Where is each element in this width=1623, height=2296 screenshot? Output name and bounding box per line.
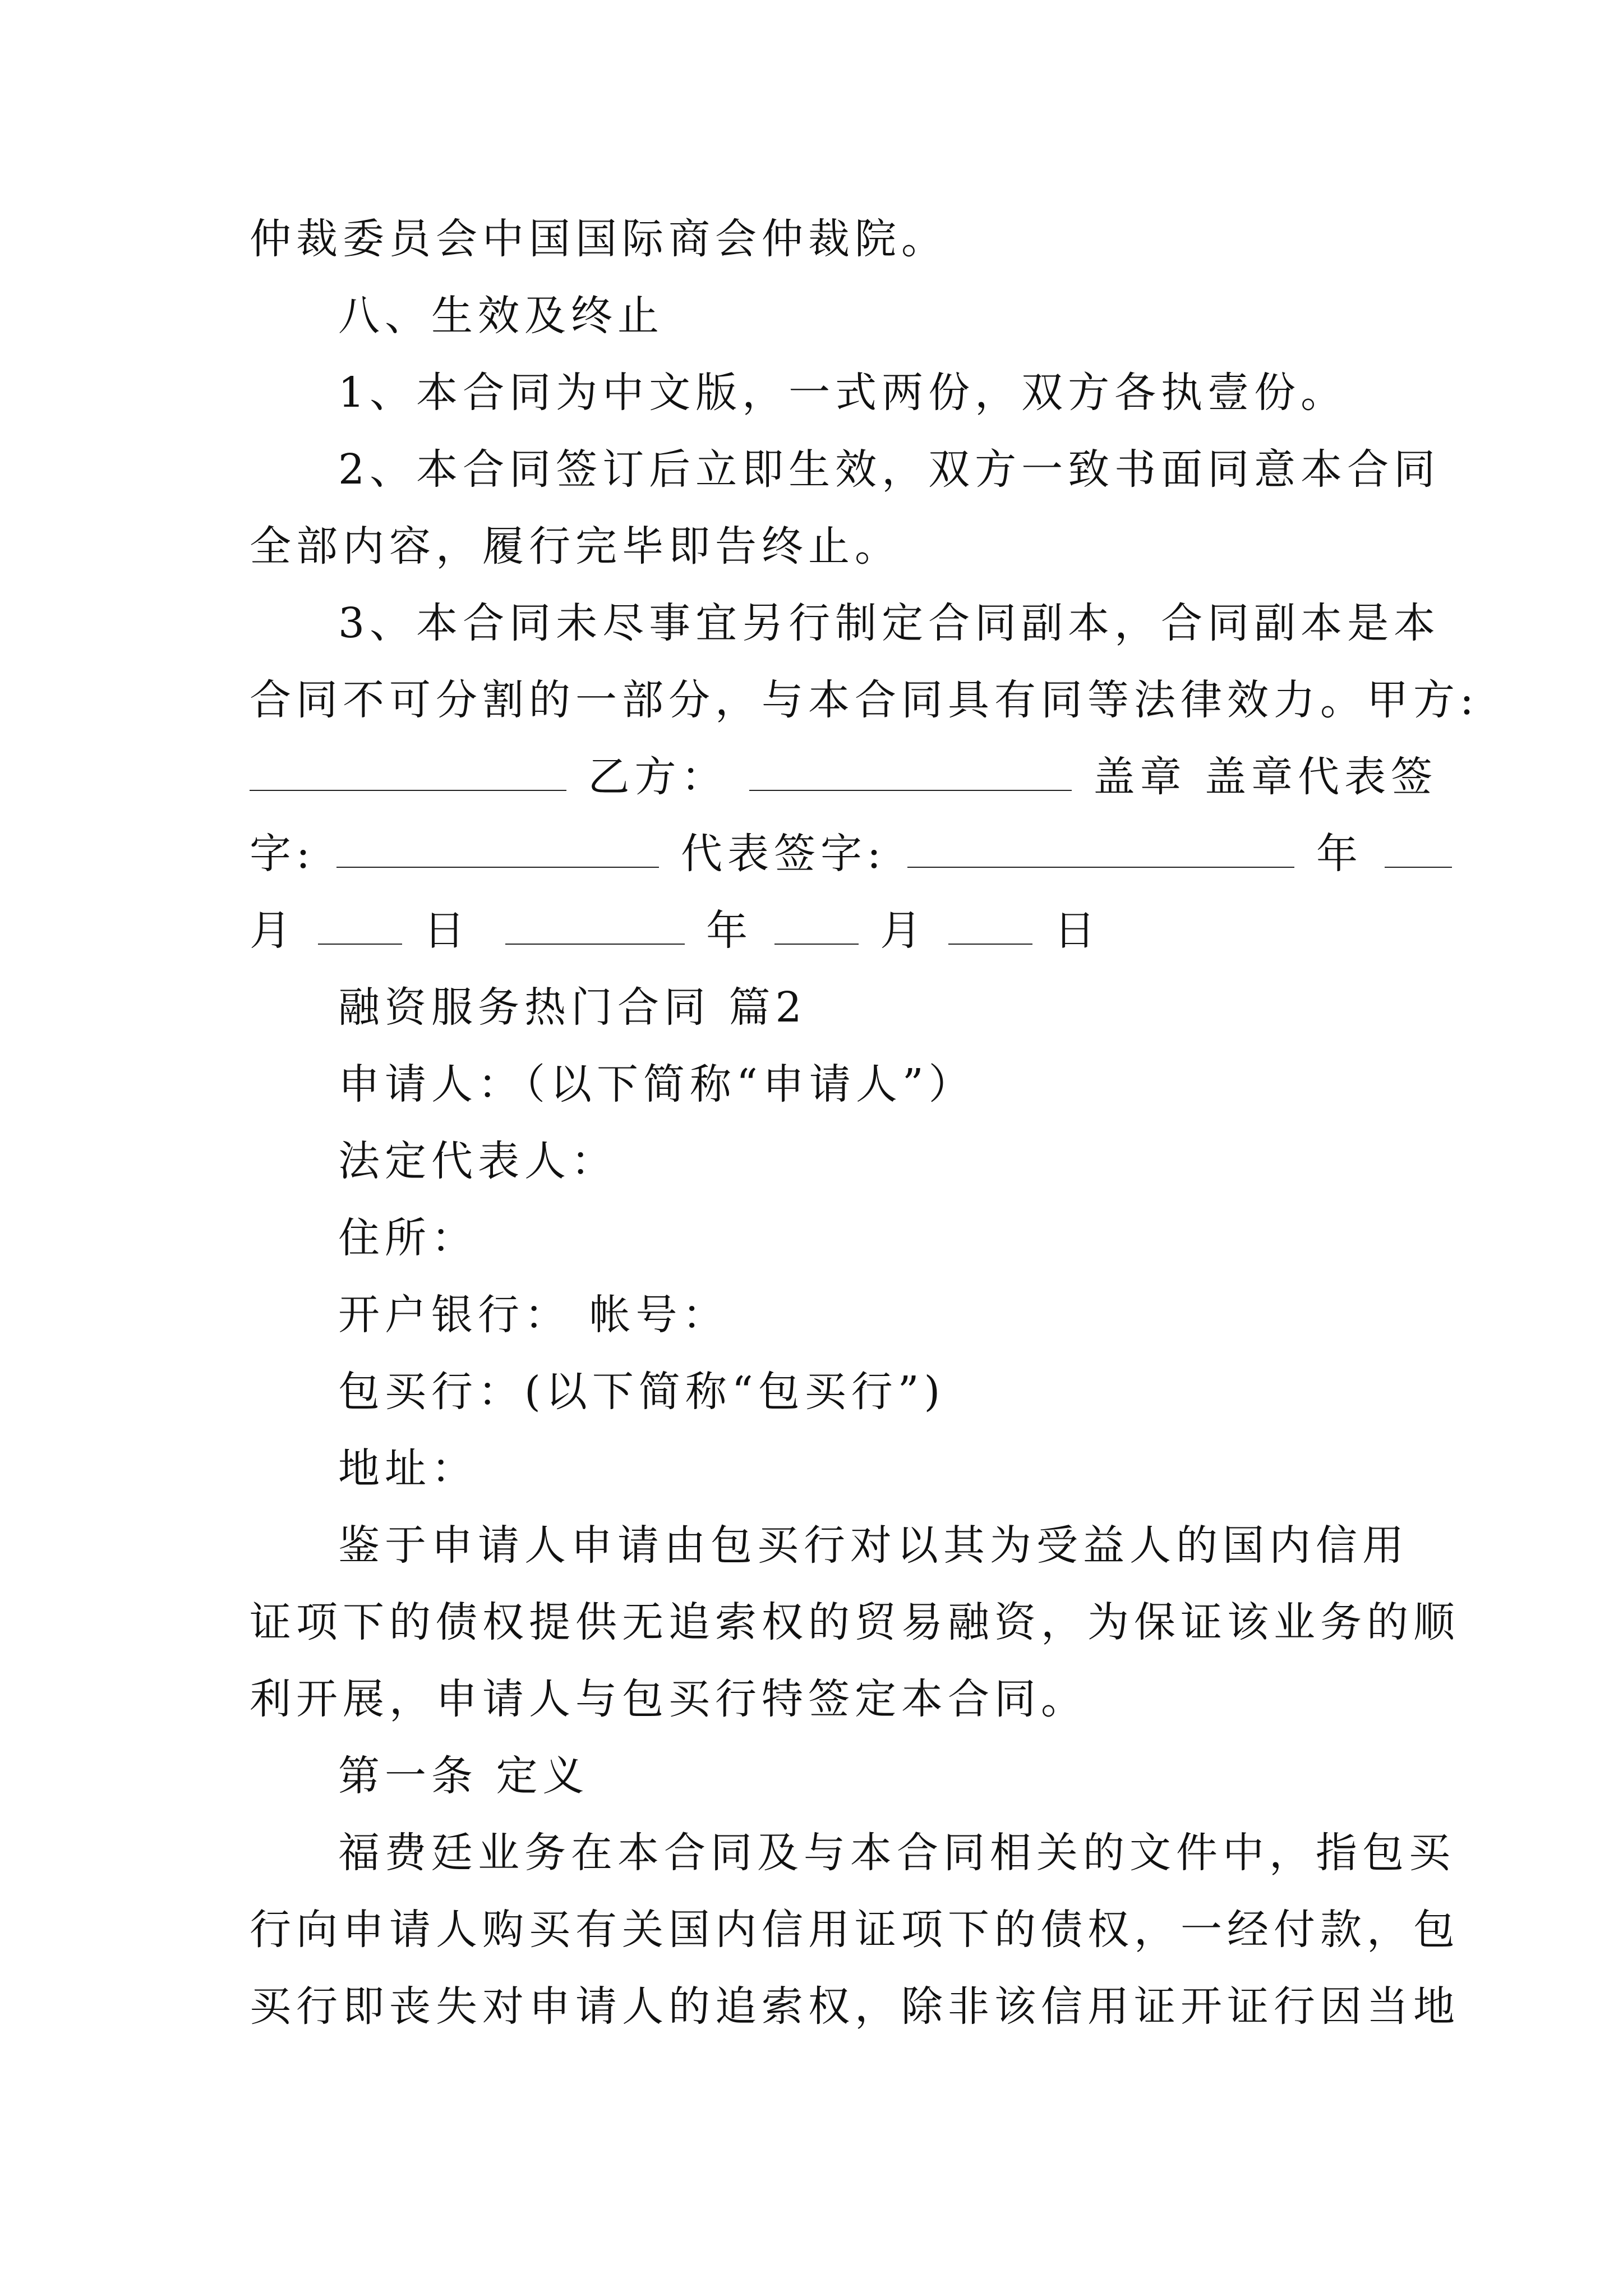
blank-field xyxy=(774,909,859,945)
signature-line xyxy=(250,739,1438,816)
field-label: 住所： xyxy=(338,1214,478,1262)
paragraph-line: 全部内容，履行完毕即告终止。 xyxy=(250,522,901,570)
signature-line xyxy=(250,892,1388,969)
paragraph-line: 鉴于申请人申请由包买行对以其为受益人的国内信用 xyxy=(338,1521,1409,1570)
blank-field xyxy=(1385,832,1452,868)
blank-field xyxy=(505,909,685,945)
signature-label: 字: xyxy=(250,830,315,878)
section-heading: 第一条 定义 xyxy=(338,1752,589,1800)
paragraph-line: 仲裁委员会中国国际商会仲裁院。 xyxy=(250,215,948,263)
signature-line xyxy=(250,816,1388,892)
blank-field xyxy=(948,909,1032,945)
paragraph-line: 买行即丧失对申请人的追索权，除非该信用证开证行因当地 xyxy=(250,1982,1460,2031)
date-label: 月 xyxy=(250,907,296,955)
paragraph-line: 行向申请人购买有关国内信用证项下的债权，一经付款，包 xyxy=(250,1906,1460,1954)
paragraph-line: 利开展，申请人与包买行特签定本合同。 xyxy=(250,1675,1087,1723)
date-label: 年 xyxy=(1316,830,1363,878)
date-label: 月 xyxy=(880,907,927,955)
paragraph-line: 1、本合同为中文版，一式两份，双方各执壹份。 xyxy=(338,369,1348,417)
date-label: 年 xyxy=(706,907,753,955)
paragraph-line: 福费廷业务在本合同及与本合同相关的文件中，指包买 xyxy=(338,1829,1455,1877)
date-label: 日 xyxy=(423,907,471,955)
paragraph-line: 2、本合同签订后立即生效，双方一致书面同意本合同 xyxy=(338,445,1441,494)
field-label: 法定代表人： xyxy=(338,1137,617,1185)
section-heading: 融资服务热门合同 篇2 xyxy=(338,983,807,1032)
blank-field xyxy=(318,909,402,945)
field-label: 开户银行： 帐号： xyxy=(338,1291,729,1339)
section-heading: 八、生效及终止 xyxy=(338,292,664,340)
field-label: 包买行：(以下简称“包买行”) xyxy=(338,1368,946,1416)
paragraph-line: 3、本合同未尽事宜另行制定合同副本，合同副本是本 xyxy=(338,599,1441,647)
signature-label: 盖章 盖章代表签 xyxy=(1093,753,1438,801)
blank-field xyxy=(749,755,1072,791)
signature-label: 乙方： xyxy=(588,753,728,801)
field-label: 申请人：（以下简称“申请人”） xyxy=(338,1060,975,1108)
blank-field xyxy=(907,832,1294,868)
paragraph-line: 合同不可分割的一部分，与本合同具有同等法律效力。甲方: xyxy=(250,676,1479,724)
blank-field xyxy=(336,832,659,868)
field-label: 地址： xyxy=(338,1444,478,1493)
signature-label: 代表签字: xyxy=(681,830,886,878)
blank-field xyxy=(250,755,566,791)
paragraph-line: 证项下的债权提供无追索权的贸易融资，为保证该业务的顺 xyxy=(250,1598,1460,1646)
date-label: 日 xyxy=(1054,907,1101,955)
